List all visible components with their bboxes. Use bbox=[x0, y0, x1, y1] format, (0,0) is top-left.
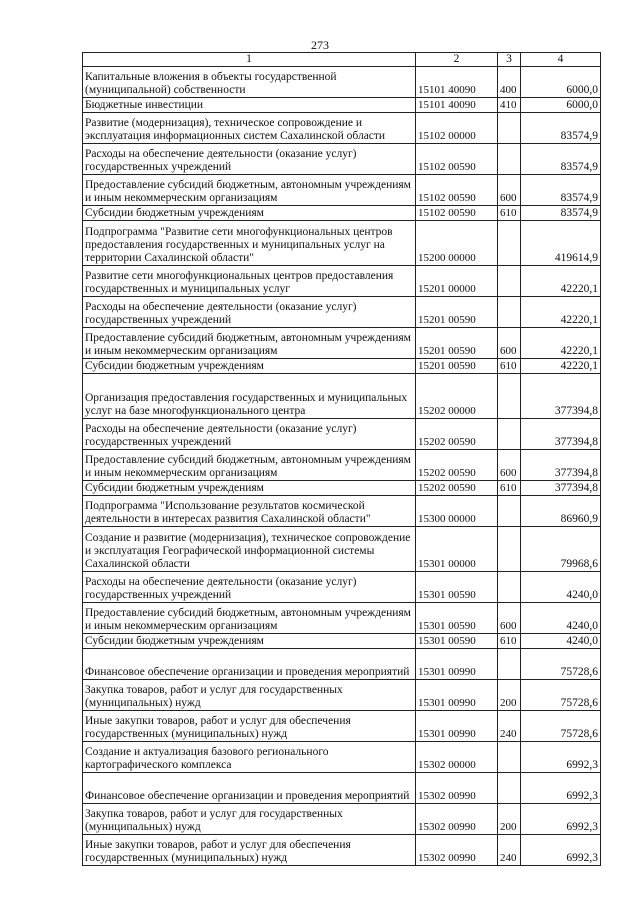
row-type bbox=[498, 297, 521, 328]
row-code: 15301 00000 bbox=[416, 527, 498, 572]
row-amount: 42220,1 bbox=[521, 359, 601, 374]
row-amount: 6992,3 bbox=[521, 804, 601, 835]
table-row bbox=[83, 98, 601, 113]
row-code: 15201 00000 bbox=[416, 266, 498, 297]
row-code: 15302 00990 bbox=[416, 773, 498, 804]
row-name: Создание и актуализация базового регионального картографического комплекса bbox=[83, 742, 416, 773]
row-code: 15301 00990 bbox=[416, 680, 498, 711]
row-type: 600 bbox=[498, 175, 521, 206]
row-name: Субсидии бюджетным учреждениям bbox=[83, 206, 416, 221]
table-row bbox=[83, 144, 601, 175]
row-amount: 42220,1 bbox=[521, 328, 601, 359]
row-name: Расходы на обеспечение деятельности (оказание услуг) государственных учреждений bbox=[83, 572, 416, 603]
row-code: 15301 00590 bbox=[416, 634, 498, 649]
row-amount: 75728,6 bbox=[521, 711, 601, 742]
row-amount: 4240,0 bbox=[521, 572, 601, 603]
row-type: 610 bbox=[498, 359, 521, 374]
row-code: 15301 00590 bbox=[416, 603, 498, 634]
table-row bbox=[83, 527, 601, 572]
table-row bbox=[83, 773, 601, 804]
row-code: 15302 00990 bbox=[416, 804, 498, 835]
row-type bbox=[498, 649, 521, 680]
table-row bbox=[83, 496, 601, 527]
row-amount: 42220,1 bbox=[521, 297, 601, 328]
table-row bbox=[83, 680, 601, 711]
table-row bbox=[83, 711, 601, 742]
row-type: 400 bbox=[498, 67, 521, 98]
table-row bbox=[83, 113, 601, 144]
row-code: 15301 00990 bbox=[416, 711, 498, 742]
row-code: 15302 00990 bbox=[416, 835, 498, 866]
row-code: 15302 00000 bbox=[416, 742, 498, 773]
table-row bbox=[83, 206, 601, 221]
row-name: Бюджетные инвестиции bbox=[83, 98, 416, 113]
row-name: Субсидии бюджетным учреждениям bbox=[83, 359, 416, 374]
row-name: Подпрограмма "Развитие сети многофункциональных центров предоставления государственных и муниципальных услуг на территории Сахалинской области" bbox=[83, 221, 416, 266]
row-name: Закупка товаров, работ и услуг для государственных (муниципальных) нужд bbox=[83, 804, 416, 835]
row-name: Субсидии бюджетным учреждениям bbox=[83, 481, 416, 496]
row-name: Расходы на обеспечение деятельности (оказание услуг) государственных учреждений bbox=[83, 144, 416, 175]
row-type bbox=[498, 419, 521, 450]
row-name: Расходы на обеспечение деятельности (оказание услуг) государственных учреждений bbox=[83, 419, 416, 450]
row-type bbox=[498, 742, 521, 773]
row-amount: 4240,0 bbox=[521, 603, 601, 634]
row-amount: 75728,6 bbox=[521, 680, 601, 711]
row-type: 240 bbox=[498, 835, 521, 866]
row-code: 15201 00590 bbox=[416, 297, 498, 328]
row-name: Капитальные вложения в объекты государственной (муниципальной) собственности bbox=[83, 67, 416, 98]
row-code: 15202 00590 bbox=[416, 419, 498, 450]
row-amount: 377394,8 bbox=[521, 374, 601, 419]
row-type bbox=[498, 496, 521, 527]
table-row bbox=[83, 374, 601, 419]
row-code: 15102 00590 bbox=[416, 206, 498, 221]
row-name: Расходы на обеспечение деятельности (оказание услуг) государственных учреждений bbox=[83, 297, 416, 328]
table-row bbox=[83, 481, 601, 496]
row-type: 600 bbox=[498, 603, 521, 634]
row-type: 200 bbox=[498, 680, 521, 711]
row-name: Развитие сети многофункциональных центров предоставления государственных и муниципальных услуг bbox=[83, 266, 416, 297]
table-row bbox=[83, 634, 601, 649]
row-name: Иные закупки товаров, работ и услуг для обеспечения государственных (муниципальных) нужд bbox=[83, 711, 416, 742]
table-row bbox=[83, 450, 601, 481]
row-amount: 6992,3 bbox=[521, 742, 601, 773]
row-amount: 42220,1 bbox=[521, 266, 601, 297]
row-type bbox=[498, 113, 521, 144]
row-code: 15301 00990 bbox=[416, 649, 498, 680]
table-row bbox=[83, 649, 601, 680]
table-row bbox=[83, 67, 601, 98]
row-code: 15101 40090 bbox=[416, 98, 498, 113]
row-name: Организация предоставления государственных и муниципальных услуг на базе многофункционального центра bbox=[83, 374, 416, 419]
row-code: 15301 00590 bbox=[416, 572, 498, 603]
row-code: 15102 00590 bbox=[416, 175, 498, 206]
row-type bbox=[498, 572, 521, 603]
row-type: 200 bbox=[498, 804, 521, 835]
row-type: 610 bbox=[498, 206, 521, 221]
row-amount: 6000,0 bbox=[521, 67, 601, 98]
row-amount: 377394,8 bbox=[521, 419, 601, 450]
row-amount: 6992,3 bbox=[521, 835, 601, 866]
row-type bbox=[498, 221, 521, 266]
row-amount: 83574,9 bbox=[521, 144, 601, 175]
row-name: Финансовое обеспечение организации и проведения мероприятий bbox=[83, 649, 416, 680]
table-row bbox=[83, 572, 601, 603]
row-amount: 83574,9 bbox=[521, 175, 601, 206]
table-row bbox=[83, 419, 601, 450]
row-code: 15201 00590 bbox=[416, 328, 498, 359]
table-row bbox=[83, 804, 601, 835]
table-row bbox=[83, 328, 601, 359]
row-type: 410 bbox=[498, 98, 521, 113]
table-row bbox=[83, 221, 601, 266]
row-code: 15101 40090 bbox=[416, 67, 498, 98]
table-row bbox=[83, 359, 601, 374]
row-name: Закупка товаров, работ и услуг для государственных (муниципальных) нужд bbox=[83, 680, 416, 711]
row-name: Субсидии бюджетным учреждениям bbox=[83, 634, 416, 649]
row-name: Создание и развитие (модернизация), техническое сопровождение и эксплуатация Географической информационной системы Сахалинской области bbox=[83, 527, 416, 572]
table-row bbox=[83, 835, 601, 866]
row-code: 15202 00590 bbox=[416, 481, 498, 496]
row-type bbox=[498, 773, 521, 804]
row-amount: 83574,9 bbox=[521, 206, 601, 221]
row-amount: 79968,6 bbox=[521, 527, 601, 572]
table-row bbox=[83, 175, 601, 206]
row-amount: 6992,3 bbox=[521, 773, 601, 804]
table-header-row bbox=[83, 53, 601, 67]
row-name: Предоставление субсидий бюджетным, автономным учреждениям и иным некоммерческим организациям bbox=[83, 328, 416, 359]
row-code: 15202 00000 bbox=[416, 374, 498, 419]
row-amount: 377394,8 bbox=[521, 481, 601, 496]
row-name: Предоставление субсидий бюджетным, автономным учреждениям и иным некоммерческим организациям bbox=[83, 175, 416, 206]
row-code: 15102 00000 bbox=[416, 113, 498, 144]
row-amount: 83574,9 bbox=[521, 113, 601, 144]
page-number: 273 bbox=[311, 38, 329, 52]
row-name: Иные закупки товаров, работ и услуг для обеспечения государственных (муниципальных) нужд bbox=[83, 835, 416, 866]
row-name: Развитие (модернизация), техническое сопровождение и эксплуатация информационных систем Сахалинской области bbox=[83, 113, 416, 144]
table-row bbox=[83, 742, 601, 773]
column-header-name: 1 bbox=[83, 53, 416, 67]
row-amount: 75728,6 bbox=[521, 649, 601, 680]
row-type bbox=[498, 527, 521, 572]
row-name: Подпрограмма "Использование результатов космической деятельности в интересах развития Сахалинской области" bbox=[83, 496, 416, 527]
row-type: 610 bbox=[498, 481, 521, 496]
column-header-type: 3 bbox=[498, 53, 521, 67]
row-type bbox=[498, 144, 521, 175]
row-code: 15300 00000 bbox=[416, 496, 498, 527]
row-amount: 377394,8 bbox=[521, 450, 601, 481]
row-amount: 6000,0 bbox=[521, 98, 601, 113]
row-type: 240 bbox=[498, 711, 521, 742]
table-row bbox=[83, 297, 601, 328]
row-code: 15202 00590 bbox=[416, 450, 498, 481]
row-type: 600 bbox=[498, 328, 521, 359]
row-code: 15201 00590 bbox=[416, 359, 498, 374]
row-type: 600 bbox=[498, 450, 521, 481]
row-code: 15200 00000 bbox=[416, 221, 498, 266]
table-row bbox=[83, 603, 601, 634]
row-amount: 419614,9 bbox=[521, 221, 601, 266]
row-amount: 4240,0 bbox=[521, 634, 601, 649]
row-name: Предоставление субсидий бюджетным, автономным учреждениям и иным некоммерческим организациям bbox=[83, 450, 416, 481]
row-type bbox=[498, 266, 521, 297]
table-row bbox=[83, 266, 601, 297]
column-header-code: 2 bbox=[416, 53, 498, 67]
budget-table bbox=[82, 52, 601, 866]
row-type bbox=[498, 374, 521, 419]
row-amount: 86960,9 bbox=[521, 496, 601, 527]
row-name: Финансовое обеспечение организации и проведения мероприятий bbox=[83, 773, 416, 804]
column-header-amount: 4 bbox=[521, 53, 601, 67]
row-name: Предоставление субсидий бюджетным, автономным учреждениям и иным некоммерческим организациям bbox=[83, 603, 416, 634]
row-code: 15102 00590 bbox=[416, 144, 498, 175]
row-type: 610 bbox=[498, 634, 521, 649]
